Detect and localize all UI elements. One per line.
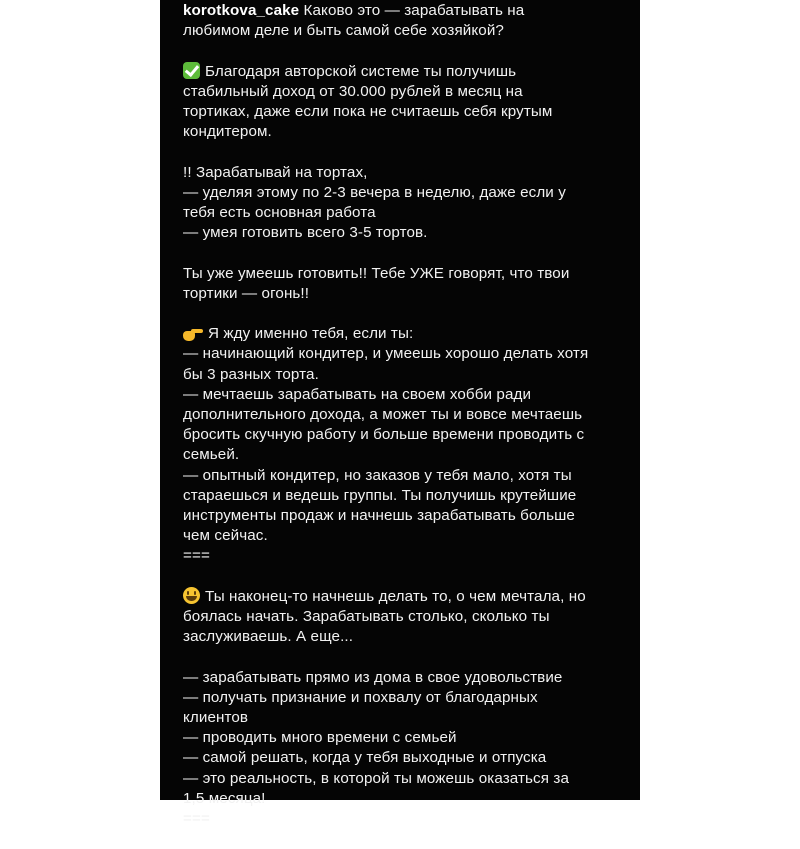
caption-line: Благодаря авторской системе ты получишь xyxy=(205,62,517,80)
caption-line: заслуживаешь. А еще... xyxy=(183,628,354,646)
smiling-face-icon xyxy=(183,587,200,604)
caption-benefits-block xyxy=(183,668,628,830)
username-link[interactable]: korotkova_cake xyxy=(183,2,300,19)
caption-line: — получать признание и похвалу от благодарных xyxy=(183,688,538,706)
caption-line: Ты наконец-то начнешь делать то, о чем мечтала, но xyxy=(205,587,586,605)
caption-line: инструменты продаж и начнешь зарабатывать больше xyxy=(183,507,575,525)
caption-line: кондитером. xyxy=(183,123,272,141)
caption-income-block xyxy=(183,62,628,143)
caption-line: — проводить много времени с семьей xyxy=(183,729,457,747)
section-divider: === xyxy=(183,547,210,565)
caption-line: дополнительного дохода, а может ты и вовсе мечтаешь xyxy=(183,406,583,423)
caption-line: 1,5 месяца! xyxy=(183,789,266,807)
caption-line: Ты уже умеешь готовить!! Тебе УЖЕ говорят, что твои xyxy=(183,264,570,282)
caption-audience-block xyxy=(183,324,628,566)
caption-line: семьей. xyxy=(183,446,240,464)
caption-line: тебя есть основная работа xyxy=(183,204,376,221)
caption-line: — самой решать, когда у тебя выходные и отпуска xyxy=(183,749,547,767)
caption-line: Я жду именно тебя, если ты: xyxy=(208,325,414,343)
caption-line: стабильный доход от 30.000 рублей в месяц на xyxy=(183,82,523,100)
caption-line: тортиках, даже если пока не считаешь себя крутым xyxy=(183,103,553,120)
section-divider: === xyxy=(183,810,210,828)
caption-line: — зарабатывать прямо из дома в свое удовольствие xyxy=(183,668,563,686)
caption-line: боялась начать. Зарабатывать столько, сколько ты xyxy=(183,608,550,626)
intro-text: любимом деле и быть самой себе хозяйкой? xyxy=(183,22,504,40)
caption-line: чем сейчас. xyxy=(183,527,268,545)
pointing-hand-icon xyxy=(183,327,203,341)
caption-line: — опытный кондитер, но заказов у тебя мало, хотя ты xyxy=(183,466,572,484)
caption-line: — уделяя этому по 2-3 вечера в неделю, даже если у xyxy=(183,183,566,201)
caption-line: тортики — огонь!! xyxy=(183,284,310,302)
caption-line: — мечтаешь зарабатывать на своем хобби ради xyxy=(183,385,532,403)
check-mark-icon xyxy=(183,62,200,79)
caption-earn-block xyxy=(183,163,628,244)
caption-line: стараешься и ведешь группы. Ты получишь крутейшие xyxy=(183,486,577,504)
caption-intro xyxy=(183,1,628,41)
caption-line: — начинающий кондитер, и умеешь хорошо делать хотя xyxy=(183,345,589,363)
intro-text: Каково это — зарабатывать на xyxy=(303,2,525,19)
caption-line: !! Зарабатывай на тортах, xyxy=(183,163,368,181)
post-caption-panel xyxy=(160,0,640,828)
caption-line: бы 3 разных торта. xyxy=(183,365,319,383)
caption-line: клиентов xyxy=(183,709,249,727)
post-caption xyxy=(183,1,628,849)
caption-line: — это реальность, в которой ты можешь оказаться за xyxy=(183,769,569,787)
caption-line: — умея готовить всего 3-5 тортов. xyxy=(183,224,428,242)
caption-dream-block xyxy=(183,587,628,648)
caption-line: бросить скучную работу и больше времени проводить с xyxy=(183,426,585,444)
caption-skill-block xyxy=(183,264,628,304)
